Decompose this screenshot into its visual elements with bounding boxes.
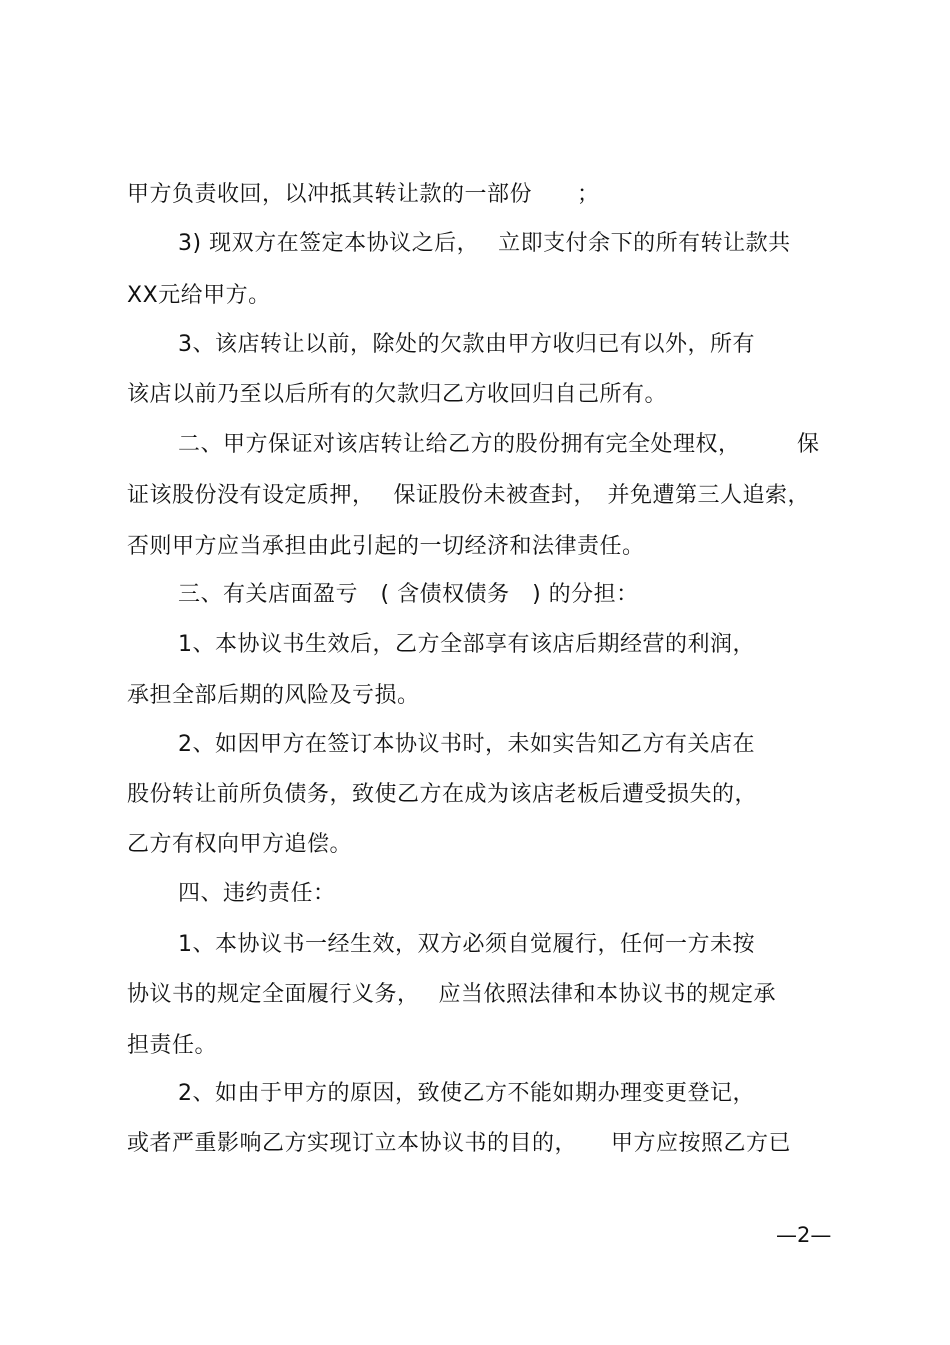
text-line: 3、该店转让以前，除处的欠款由甲方收归已有以外，所有 (178, 332, 755, 357)
text-line: 否则甲方应当承担由此引起的一切经济和法律责任。 (127, 534, 645, 559)
page-number: —2— (776, 1223, 832, 1247)
text-line: 二、甲方保证对该店转让给乙方的股份拥有完全处理权， 保 (178, 432, 820, 457)
text-line: 3) 现双方在签定本协议之后， 立即支付余下的所有转让款共 (178, 231, 791, 256)
text-line: 协议书的规定全面履行义务， 应当依照法律和本协议书的规定承 (127, 982, 776, 1007)
text-line: 三、有关店面盈亏 ( 含债权债务 ) 的分担： (178, 582, 639, 607)
text-line: 担责任。 (127, 1033, 218, 1058)
text-line: 2、如因甲方在签订本协议书时，未如实告知乙方有关店在 (178, 732, 755, 757)
text-line: 该店以前乃至以后所有的欠款归乙方收回归自己所有。 (127, 382, 668, 407)
text-line: 2、如由于甲方的原因，致使乙方不能如期办理变更登记， (178, 1081, 755, 1106)
text-line: 乙方有权向甲方追偿。 (127, 832, 353, 857)
text-line: 或者严重影响乙方实现订立本协议书的目的， 甲方应按照乙方已 (127, 1131, 792, 1156)
text-line: 股份转让前所负债务，致使乙方在成为该店老板后遭受损失的， (127, 782, 758, 807)
text-line: 证该股份没有设定质押， 保证股份未被查封， 并免遭第三人追索， (127, 483, 810, 508)
text-line: XX元给甲方。 (127, 283, 271, 308)
text-line: 1、本协议书一经生效，双方必须自觉履行，任何一方未按 (178, 932, 755, 957)
text-line: 甲方负责收回，以冲抵其转让款的一部份 ； (127, 182, 600, 207)
text-line: 承担全部后期的风险及亏损。 (127, 683, 420, 708)
text-line: 四、违约责任： (178, 881, 336, 906)
text-line: 1、本协议书生效后，乙方全部享有该店后期经营的利润， (178, 632, 755, 657)
